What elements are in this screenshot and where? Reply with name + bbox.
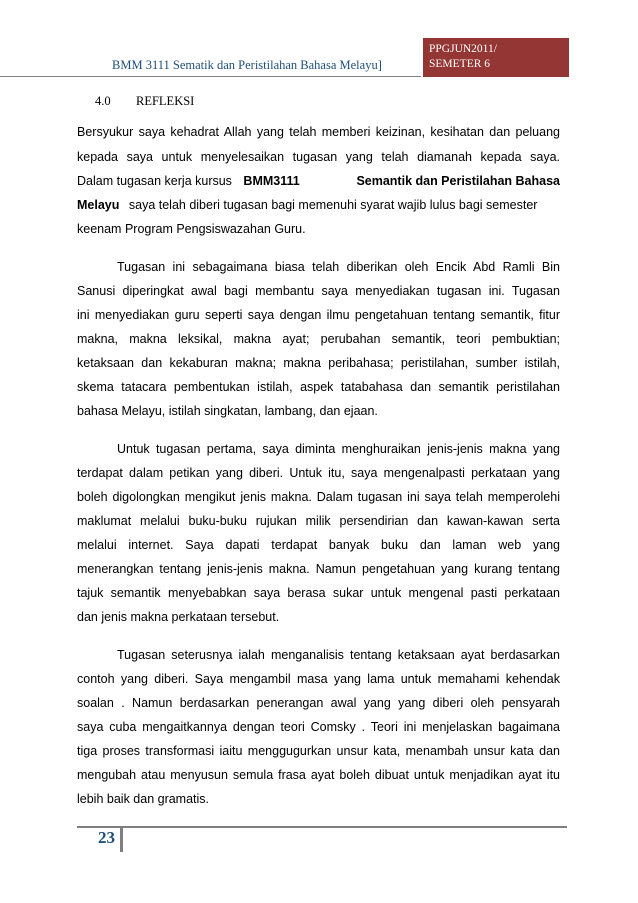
header-course-title: BMM 3111 Sematik dan Peristilahan Bahasa Melayu] — [112, 58, 382, 72]
paragraph-4-line-1: Tugasan seterusnya ialah menganalisis tentang ketaksaan ayat berdasarkan — [117, 648, 560, 662]
paragraph-4-line-6: mengubah atau menyusun semula frasa ayat boleh dibuat untuk menjadikan ayat itu — [77, 768, 560, 782]
paragraph-1-text-a: Dalam tugasan kerja kursus — [77, 174, 232, 188]
paragraph-2-line-3: ini menyediakan guru seperti saya dengan ilmu pengetahuan tentang semantik, fitur — [77, 308, 560, 322]
header-cohort-box — [421, 38, 569, 77]
paragraph-2-line-5: ketaksaan dan kekaburan makna; makna peribahasa; peristilahan, sumber istilah, — [77, 356, 560, 370]
paragraph-3-line-8: dan jenis makna perkataan tersebut. — [77, 610, 280, 624]
paragraph-1-line-5: keenam Program Pengsiswazahan Guru. — [77, 222, 306, 236]
paragraph-1-line-3 — [77, 174, 560, 198]
section-number: 4.0 — [95, 94, 111, 108]
paragraph-1-line-1: Bersyukur saya kehadrat Allah yang telah memberi keizinan, kesihatan dan peluang — [77, 125, 560, 139]
page-number: 23 — [98, 828, 115, 847]
paragraph-2-line-6: skema tatacara pembentukan istilah, aspek tatabahasa dan semantik peristilahan — [77, 380, 560, 394]
paragraph-2-line-4: makna, makna leksikal, makna ayat; perubahan semantik, teori pembuktian; — [77, 332, 560, 346]
paragraph-4-line-4: saya cuba mengaitkannya dengan teori Comsky . Teori ini menjelaskan bagaimana — [77, 720, 560, 734]
course-name-part1: Semantik dan Peristilahan Bahasa — [356, 174, 560, 188]
paragraph-1-line-2: kepada saya untuk menyelesaikan tugasan yang telah diamanah kepada saya. — [77, 150, 560, 164]
paragraph-4-line-3: soalan . Namun berdasarkan penerangan awal yang yang diberi oleh pensyarah — [77, 696, 560, 710]
paragraph-3-line-2: terdapat dalam petikan yang diberi. Untuk itu, saya mengenalpasti perkataan yang — [77, 466, 560, 480]
section-title: REFLEKSI — [136, 94, 195, 108]
paragraph-4-line-5: tiga proses transformasi iaitu menggugurkan unsur kata, menambah unsur kata dan — [77, 744, 560, 758]
paragraph-2-line-7: bahasa Melayu, istilah singkatan, lambang, dan ejaan. — [77, 404, 378, 418]
paragraph-3-line-5: melalui internet. Saya dapati terdapat banyak buku dan laman web yang — [77, 538, 560, 552]
paragraph-3-line-6: menerangkan tentang jenis-jenis makna. Namun pengetahuan yang kurang tentang — [77, 562, 560, 576]
header-cohort-line2: SEMETER 6 — [429, 58, 491, 70]
paragraph-3-line-3: boleh digolongkan mengikut jenis makna. Dalam tugasan ini saya telah memperolehi — [77, 490, 560, 504]
paragraph-4-line-7: lebih baik dan gramatis. — [77, 792, 210, 806]
footer-rule — [77, 826, 567, 828]
paragraph-1-text-b: saya telah diberi tugasan bagi memenuhi syarat wajib lulus bagi semester — [128, 198, 538, 212]
paragraph-3-line-4: maklumat melalui buku-buku rujukan milik persendirian dan kawan-kawan serta — [77, 514, 560, 528]
paragraph-2-line-1: Tugasan ini sebagaimana biasa telah diberikan oleh Encik Abd Ramli Bin — [117, 260, 560, 274]
paragraph-1-line-4 — [77, 198, 560, 222]
paragraph-4-line-2: contoh yang diberi. Saya mengambil masa yang lama untuk memahami kehendak — [77, 672, 560, 686]
course-name-part2: Melayu — [77, 198, 120, 212]
page-number-divider — [120, 828, 123, 852]
course-code: BMM3111 — [243, 174, 300, 188]
paragraph-3-line-1: Untuk tugasan pertama, saya diminta menghuraikan jenis-jenis makna yang — [117, 442, 560, 456]
paragraph-3-line-7: tajuk semantik menyebabkan saya berasa sukar untuk mengenal pasti perkataan — [77, 586, 560, 600]
header-cohort-line1: PPGJUN2011/ — [429, 43, 497, 55]
paragraph-2-line-2: Sanusi diperingkat awal bagi membantu saya menyediakan tugasan ini. Tugasan — [77, 284, 560, 298]
